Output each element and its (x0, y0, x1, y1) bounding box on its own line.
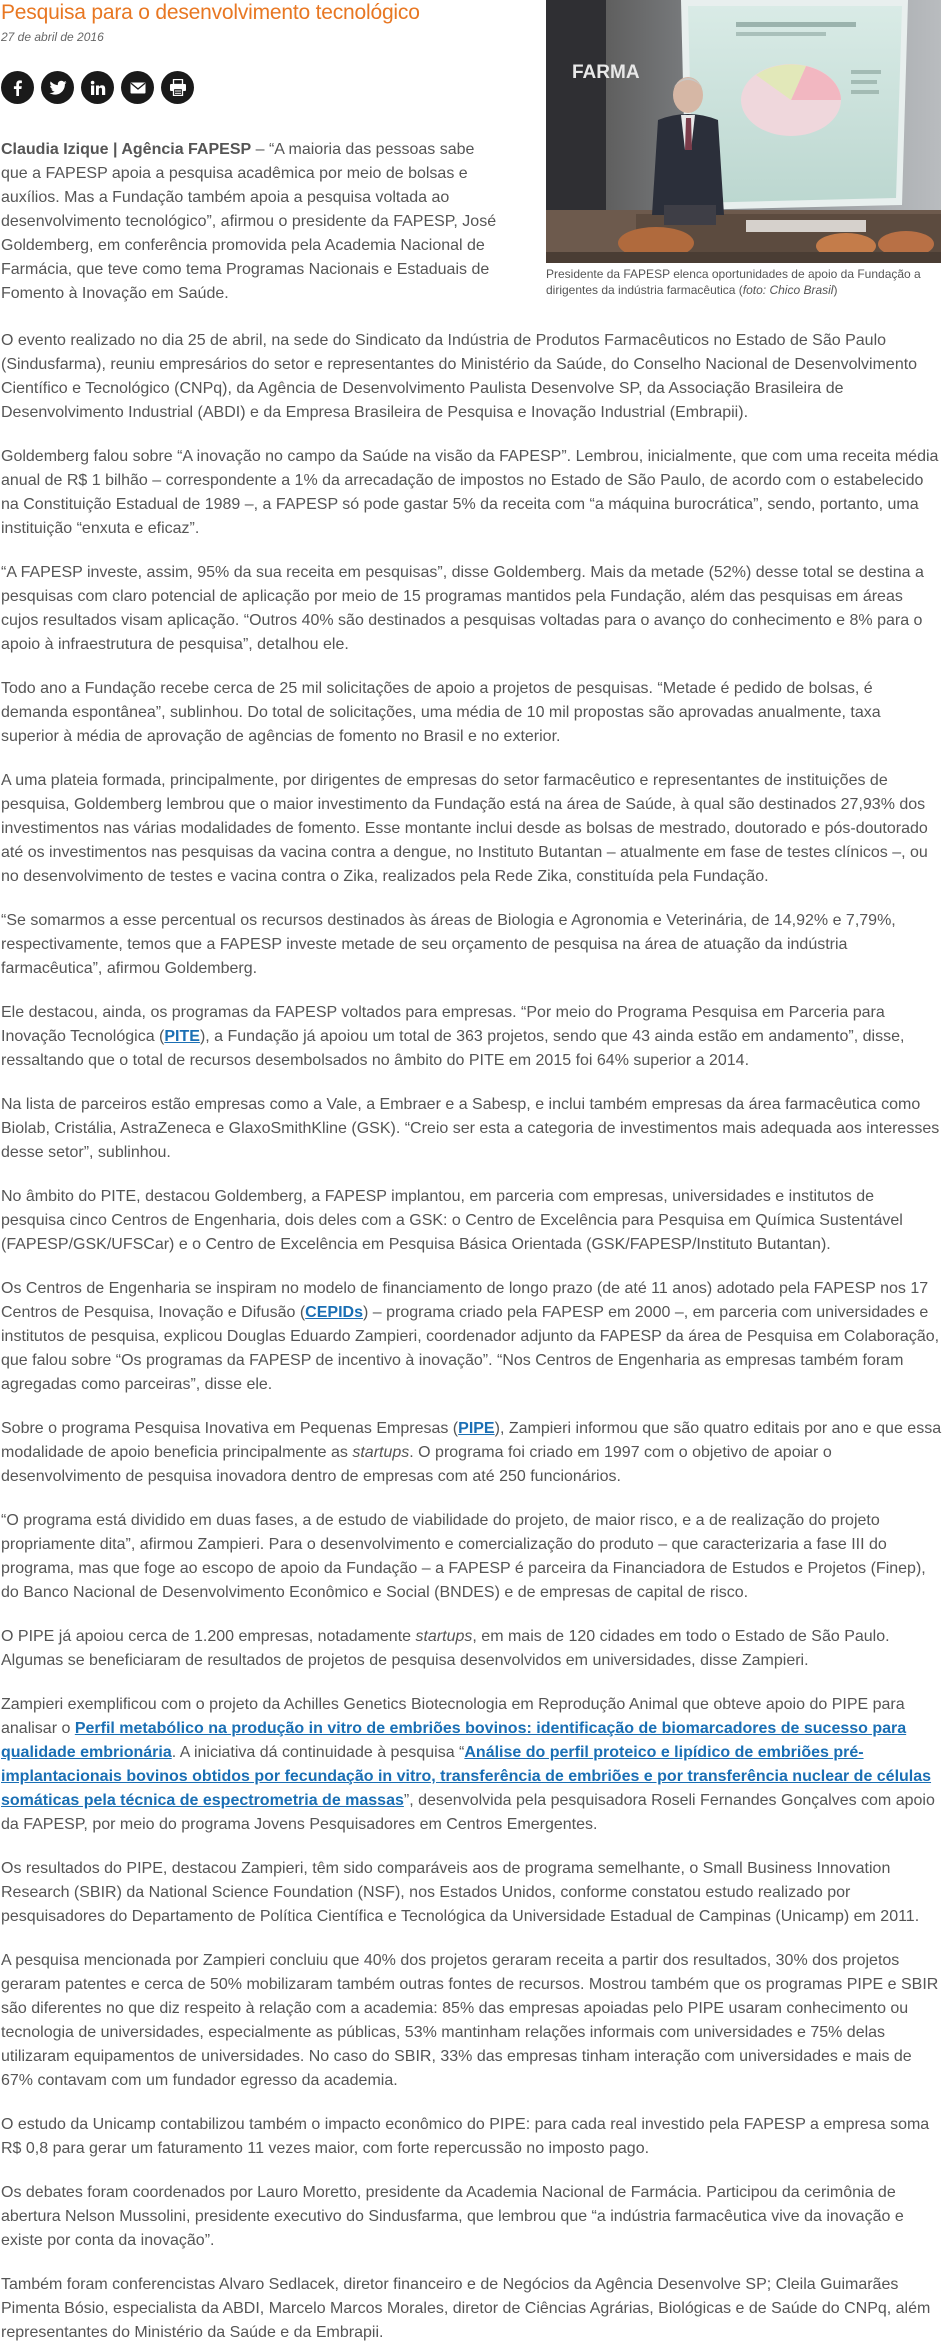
paragraph: “O programa está dividido em duas fases, a de estudo de viabilidade do projeto, de maior risco, e a de realização do projeto propriamente dita”, afirmou Zampieri. Para o desenvolvimento e comercialização do produto – que caracterizaria a fase III do programa, mas que foge ao escopo de apoio da Fundação – a FAPESP é parceira da Financiadora de Estudos e Projetos (Finep), do Banco Nacional de Desenvolvimento Econômico e Social (BNDES) e de empresas de capital de risco. (1, 1512, 926, 1601)
article-date: 27 de abril de 2016 (1, 30, 104, 44)
photo-caption (546, 266, 941, 298)
paragraph-text: Sobre o programa Pesquisa Inovativa em Pequenas Empresas ( (1, 1420, 459, 1437)
article-photo (546, 0, 941, 263)
paragraph: No âmbito do PITE, destacou Goldemberg, a FAPESP implantou, em parceria com empresas, universidades e institutos de pesquisa cinco Centros de Engenharia, dois deles com a GSK: o Centro de Excelência para Pesquisa em Química Sustentável (FAPESP/GSK/UFSCar) e o Centro de Excelência em Pesquisa Básica Orientada (GSK/FAPESP/Instituto Butantan). (1, 1188, 903, 1253)
emphasis-startups: startups (352, 1444, 410, 1461)
paragraph: Goldemberg falou sobre “A inovação no campo da Saúde na visão da FAPESP”. Lembrou, inicialmente, que com uma receita média anual de R$ 1 bilhão – correspondente a 1% da arrecadação de impostos no Estado de São Paulo, de acordo com o estabelecido na Constituição Estadual de 1989 –, a FAPESP só pode gastar 5% da receita com “a máquina burocrática”, sendo, portanto, uma instituição “enxuta e eficaz”. (1, 448, 939, 537)
share-email-button[interactable] (121, 71, 154, 104)
paragraph-text: Ele destacou, ainda, os programas da FAPESP voltados para empresas. “Por meio do Programa Pesquisa em Parceria para Inovação Tecnológica ( (1, 1004, 885, 1045)
paragraph: Também foram conferencistas Alvaro Sedlacek, diretor financeiro e de Negócios da Agência Desenvolve SP; Cleila Guimarães Pimenta Bósio, especialista da ABDI, Marcelo Marcos Morales, diretor de Ciências Agrárias, Biológicas e de Saúde do CNPq, além representantes do Ministério da Saúde e da Embrapii. (1, 2276, 931, 2341)
paragraph-text: O PIPE já apoiou cerca de 1.200 empresas, notadamente (1, 1628, 416, 1645)
photo-sign-text: FARMA (572, 62, 640, 83)
paragraph: O evento realizado no dia 25 de abril, na sede do Sindicato da Indústria de Produtos Farmacêuticos no Estado de São Paulo (Sindusfarma), reuniu empresários do setor e representantes do Ministério da Saúde, do Conselho Nacional de Desenvolvimento Científico e Tecnológico (CNPq), da Agência de Desenvolvimento Paulista Desenvolve SP, da Associação Brasileira de Desenvolvimento Industrial (ABDI) e da Empresa Brasileira de Pesquisa e Inovação Industrial (Embrapii). (1, 332, 918, 421)
print-icon (169, 79, 187, 96)
photo-credit: foto: Chico Brasil (742, 283, 834, 297)
twitter-icon (49, 80, 67, 96)
paragraph-text: . O programa foi criado em 1997 com o objetivo de apoiar o desenvolvimento de pesquisa inovadora dentro de empresas com até 250 funcionários. (1, 1444, 832, 1485)
link-perfil-metabolico[interactable]: Perfil metabólico na produção in vitro de embriões bovinos: identificação de biomarcadores de sucesso para qualidade embrionária (1, 1720, 907, 1761)
emphasis-startups: startups (415, 1628, 473, 1645)
conference-photo-illustration (546, 0, 941, 263)
intro-text: – “A maioria das pessoas sabe que a FAPESP apoia a pesquisa acadêmica por meio de bolsas e auxílios. Mas a Fundação também apoia a pesquisa voltada ao desenvolvimento tecnológico”, afirmou o presidente da FAPESP, José Goldemberg, em conferência promovida pela Academia Nacional de Farmácia, que teve como tema Programas Nacionais e Estaduais de Fomento à Inovação em Saúde. (1, 141, 497, 302)
photo-caption-end: ) (833, 283, 838, 297)
paragraph: Os resultados do PIPE, destacou Zampieri, têm sido comparáveis aos de programa semelhante, o Small Business Innovation Research (SBIR) da National Science Foundation (NSF), nos Estados Unidos, conforme constatou estudo realizado por pesquisadores do Departamento de Política Científica e Tecnológica da Universidade Estadual de Campinas (Unicamp) em 2011. (1, 1860, 920, 1925)
paragraph (1, 1417, 942, 1489)
paragraph (1, 1693, 942, 1837)
link-cepids[interactable]: CEPIDs (305, 1304, 363, 1321)
paragraph (1, 1001, 942, 1073)
article-intro (1, 138, 501, 306)
paragraph-text: ), Zampieri informou que são quatro editais por ano e que essa modalidade de apoio beneficia principalmente as (1, 1420, 942, 1461)
share-print-button[interactable] (161, 71, 194, 104)
paragraph: O estudo da Unicamp contabilizou também o impacto econômico do PIPE: para cada real investido pela FAPESP a empresa soma R$ 0,8 para gerar um faturamento 11 vezes maior, com forte repercussão no imposto pago. (1, 2116, 930, 2157)
share-twitter-button[interactable] (41, 71, 74, 104)
email-icon (130, 82, 146, 94)
share-linkedin-button[interactable] (81, 71, 114, 104)
paragraph-text: Os Centros de Engenharia se inspiram no modelo de financiamento de longo prazo (de até 11 anos) adotado pela FAPESP nos 17 Centros de Pesquisa, Inovação e Difusão ( (1, 1280, 929, 1321)
paragraph: Na lista de parceiros estão empresas como a Vale, a Embraer e a Sabesp, e inclui também empresas da área farmacêutica como Biolab, Cristália, AstraZeneca e GlaxoSmithKline (GSK). “Creio ser esta a categoria de investimentos mais adequada aos interesses desse setor”, sublinhou. (1, 1096, 940, 1161)
paragraph: Os debates foram coordenados por Lauro Moretto, presidente da Academia Nacional de Farmácia. Participou da cerimônia de abertura Nelson Mussolini, presidente executivo do Sindusfarma, que lembrou que “a indústria farmacêutica vive da inovação e existe por conta da inovação”. (1, 2184, 904, 2249)
paragraph: Todo ano a Fundação recebe cerca de 25 mil solicitações de apoio a projetos de pesquisas. “Metade é pedido de bolsas, é demanda espontânea”, sublinhou. Do total de solicitações, uma média de 10 mil propostas são aprovadas anualmente, taxa superior à média de aprovação de agências de fomento no Brasil e no exterior. (1, 680, 881, 745)
paragraph (1, 1625, 942, 1673)
article-body (1, 329, 942, 2345)
article-figure (546, 0, 941, 298)
paragraph-text: ), a Fundação já apoiou um total de 363 projetos, sendo que 43 ainda estão em andamento”, disse, ressaltando que o total de recursos desembolsados no âmbito do PITE em 2015 foi 64% superior a 2014. (1, 1028, 905, 1069)
paragraph-text: . A iniciativa dá continuidade à pesquisa “ (171, 1744, 465, 1761)
paragraph-text: Zampieri exemplificou com o projeto da Achilles Genetics Biotecnologia em Reprodução Animal que obteve apoio do PIPE para analisar o (1, 1696, 905, 1737)
paragraph-text: ) – programa criado pela FAPESP em 2000 –, em parceria com universidades e institutos de pesquisa, explicou Douglas Eduardo Zampieri, coordenador adjunto da FAPESP da área de Pesquisa em Colaboração, que falou sobre “Os programas da FAPESP de incentivo à inovação”. “Nos Centros de Engenharia as empresas também foram agregadas como parceiras”, disse ele. (1, 1304, 940, 1393)
paragraph (1, 1277, 942, 1397)
paragraph: “A FAPESP investe, assim, 95% da sua receita em pesquisas”, disse Goldemberg. Mais da metade (52%) desse total se destina a pesquisas com claro potencial de aplicação por meio de 15 programas mantidos pela Fundação, além das pesquisas em áreas cujos resultados visam aplicação. “Outros 40% são destinados a pesquisas voltadas para o avanço do conhecimento e 8% para o apoio à infraestrutura de pesquisa”, detalhou ele. (1, 564, 924, 653)
link-pite[interactable]: PITE (164, 1028, 200, 1045)
paragraph: “Se somarmos a esse percentual os recursos destinados às áreas de Biologia e Agronomia e Veterinária, de 14,92% e 7,79%, respectivamente, temos que a FAPESP investe metade de seu orçamento de pesquisa na área de atuação da indústria farmacêutica”, afirmou Goldemberg. (1, 912, 896, 977)
paragraph-text: , em mais de 120 cidades em todo o Estado de São Paulo. Algumas se beneficiaram de resultados de projetos de pesquisa desenvolvidos em universidades, disse Zampieri. (1, 1628, 890, 1669)
linkedin-icon (90, 80, 106, 96)
article-byline: Claudia Izique | Agência FAPESP (1, 141, 252, 158)
facebook-icon (10, 80, 26, 96)
paragraph: A uma plateia formada, principalmente, por dirigentes de empresas do setor farmacêutico e representantes de instituições de pesquisa, Goldemberg lembrou que o maior investimento da Fundação está na área de Saúde, à qual são destinados 27,93% dos investimentos nas várias modalidades de fomento. Esse montante inclui desde as bolsas de mestrado, doutorado e pós-doutorado até os investimentos nas pesquisas da vacina contra a dengue, no Instituto Butantan – atualmente em fase de testes clínicos –, ou no desenvolvimento de testes e vacina contra o Zika, realizados pela Rede Zika, constituída pela Fundação. (1, 772, 928, 885)
article-title: Pesquisa para o desenvolvimento tecnológico (1, 1, 420, 24)
share-facebook-button[interactable] (1, 71, 34, 104)
intro-paragraph (1, 138, 501, 306)
link-analise-perfil-proteico[interactable]: Análise do perfil proteico e lipídico de embriões pré-implantacionais bovinos obtidos por fecundação in vitro, transferência de embriões e por transferência nuclear de células somáticas pela técnica de espectrometria de massas (1, 1744, 932, 1809)
paragraph: A pesquisa mencionada por Zampieri concluiu que 40% dos projetos geraram receita a partir dos resultados, 30% dos projetos geraram patentes e cerca de 50% mobilizaram também outras fontes de recursos. Mostrou também que os programas PIPE e SBIR são diferentes no que diz respeito à relação com a academia: 85% das empresas apoiadas pelo PIPE usaram conhecimento ou tecnologia de universidades, especialmente as públicas, 53% mantinham relações informais com universidades e 75% delas utilizaram equipamentos de universidades. No caso do SBIR, 33% das empresas tinham interação com universidades e mais de 67% contavam com um fundador egresso da academia. (1, 1952, 939, 2089)
link-pipe[interactable]: PIPE (458, 1420, 495, 1437)
paragraph-text: ”, desenvolvida pela pesquisadora Roseli Fernandes Gonçalves com apoio da FAPESP, por meio do programa Jovens Pesquisadores em Centros Emergentes. (1, 1792, 935, 1833)
photo-caption-text: Presidente da FAPESP elenca oportunidades de apoio da Fundação a dirigentes da indústria farmacêutica ( (546, 267, 921, 297)
